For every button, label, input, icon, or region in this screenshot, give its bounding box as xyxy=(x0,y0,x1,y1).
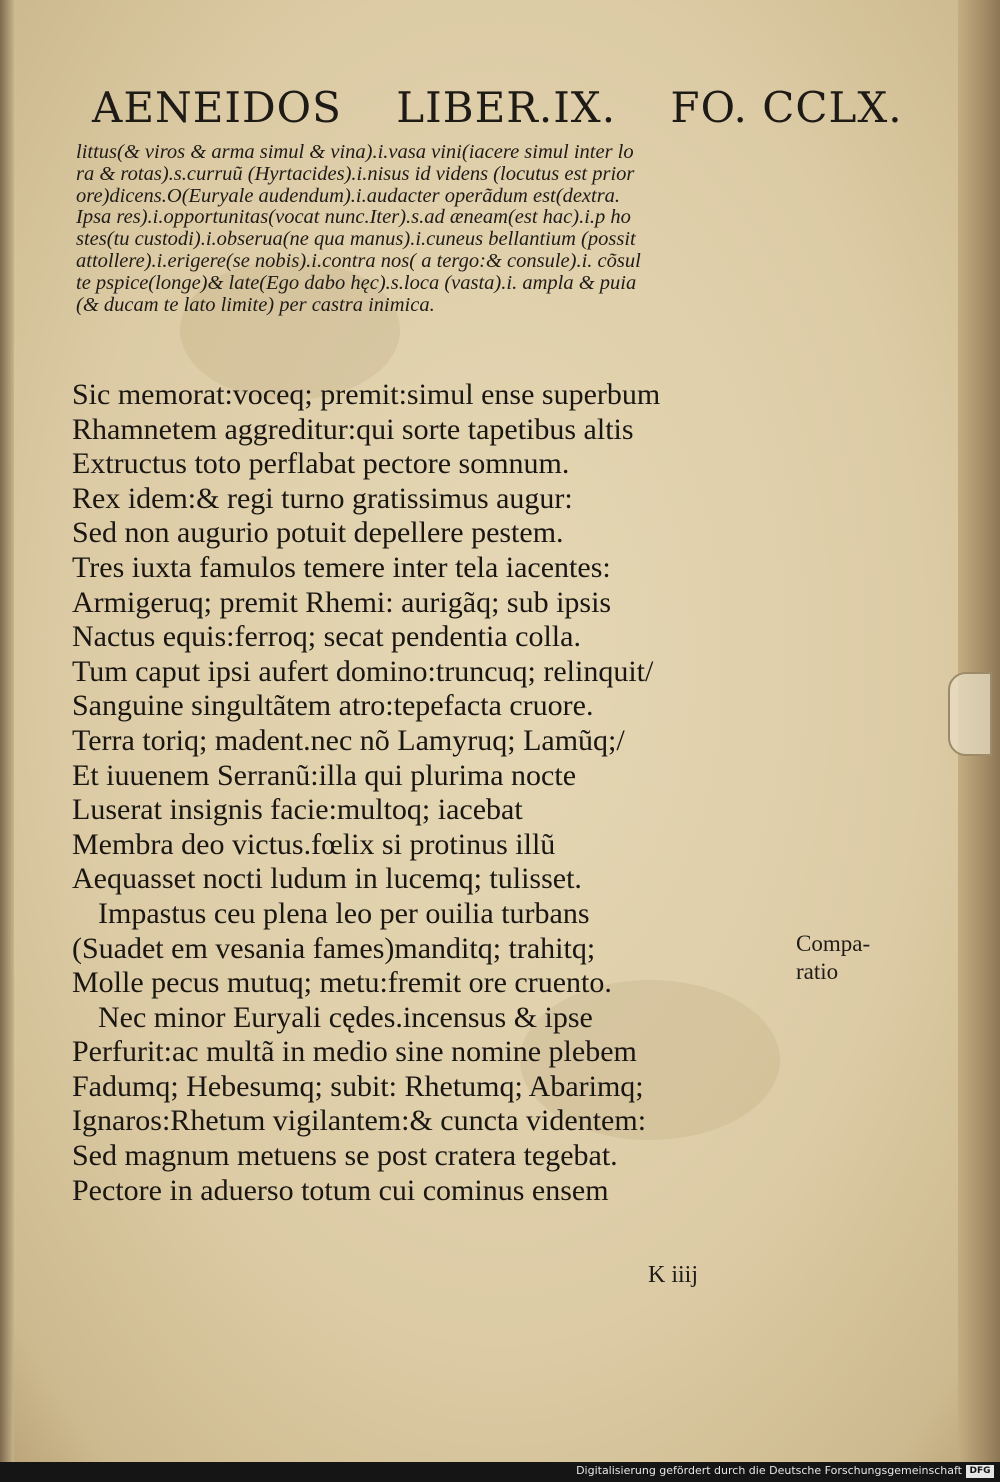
verse-line: Perfurit:ac multã in medio sine nomine plebem xyxy=(72,1035,637,1069)
commentary-line: (& ducam te lato limite) per castra inimica. xyxy=(76,293,435,316)
running-head-book: LIBER.IX. xyxy=(396,83,617,132)
verse-line: Ignaros:Rhetum vigilantem:& cuncta videntem: xyxy=(72,1104,647,1138)
commentary-line: littus(& viros & arma simul & vina).i.vasa vini(iacere simul inter lo xyxy=(76,141,634,163)
commentary-line: stes(tu custodi).i.obserua(ne qua manus).i.cuneus bellantium (possit xyxy=(76,228,636,251)
commentary-line: Ipsa res).i.opportunitas(vocat nunc.Iter).s.ad æneam(est hac).i.p ho xyxy=(76,206,631,229)
footer-bar xyxy=(0,1462,1000,1482)
folio-number: FO. CCLX. xyxy=(670,83,903,132)
verse-line: Extructus toto perflabat pectore somnum. xyxy=(72,447,570,481)
verse-line: Impastus ceu plena leo per ouilia turbans xyxy=(98,896,590,930)
verse-block xyxy=(72,378,832,1208)
signature-mark: K iiij xyxy=(648,1262,699,1288)
running-head xyxy=(92,84,943,132)
marginal-note-line: ratio xyxy=(796,959,839,984)
verse-line: Sed magnum metuens se post cratera tegebat. xyxy=(72,1139,618,1173)
marginal-note xyxy=(796,930,870,986)
verse-line: Sed non augurio potuit depellere pestem. xyxy=(72,516,564,550)
verse-line: Rhamnetem aggreditur:qui sorte tapetibus altis xyxy=(72,412,634,446)
verse-line: Et iuuenem Serranũ:illa qui plurima nocte xyxy=(72,758,577,792)
verse-line: Tres iuxta famulos temere inter tela iacentes: xyxy=(72,550,611,584)
verse-line: Fadumq; Hebesumq; subit: Rhetumq; Abarimq; xyxy=(72,1069,644,1103)
marginal-note-line: Compa- xyxy=(796,931,871,956)
page-clip xyxy=(948,672,992,756)
verse-line: Pectore in aduerso totum cui cominus ensem xyxy=(72,1173,609,1207)
dfg-logo-icon: DFG xyxy=(966,1465,994,1478)
verse-line: Nec minor Euryali cędes.incensus & ipse xyxy=(98,1000,593,1034)
verse-line: Sic memorat:voceq; premit:simul ense superbum xyxy=(72,378,661,411)
verse-line: Nactus equis:ferroq; secat pendentia colla. xyxy=(72,620,581,654)
verse-line: Membra deo victus.fœlix si protinus illũ xyxy=(72,827,556,861)
running-head-title: AENEIDOS xyxy=(92,83,342,132)
verse-line: Rex idem:& regi turno gratissimus augur: xyxy=(72,481,573,515)
commentary-line: te pspice(longe)& late(Ego dabo hęc).s.loca (vasta).i. ampla & puia xyxy=(76,271,637,294)
verse-line: (Suadet em vesania fames)manditq; trahitq; xyxy=(72,931,596,965)
verse-line: Terra toriq; madent.nec nõ Lamyruq; Lamũq;/ xyxy=(72,723,625,757)
commentary-block xyxy=(76,142,796,316)
verse-line: Tum caput ipsi aufert domino:truncuq; relinquit/ xyxy=(72,654,654,688)
commentary-line: attollere).i.erigere(se nobis).i.contra nos( a tergo:& consule).i. cõsul xyxy=(76,249,641,272)
verse-line: Molle pecus mutuq; metu:fremit ore cruento. xyxy=(72,966,612,1000)
commentary-line: ra & rotas).s.curruũ (Hyrtacides).i.nisus id videns (locutus est prior xyxy=(76,162,635,185)
verse-line: Luserat insignis facie:multoq; iacebat xyxy=(72,793,523,827)
footer-credit: Digitalisierung gefördert durch die Deutsche Forschungsgemeinschaft xyxy=(576,1464,962,1477)
binding-gutter xyxy=(0,0,14,1462)
verse-line: Aequasset nocti ludum in lucemq; tulisset. xyxy=(72,862,582,896)
verse-line: Armigeruq; premit Rhemi: aurigãq; sub ipsis xyxy=(72,585,612,619)
verse-line: Sanguine singultãtem atro:tepefacta cruore. xyxy=(72,689,594,723)
commentary-line: ore)dicens.O(Euryale audendum).i.audacter operãdum est(dextra. xyxy=(76,184,621,207)
